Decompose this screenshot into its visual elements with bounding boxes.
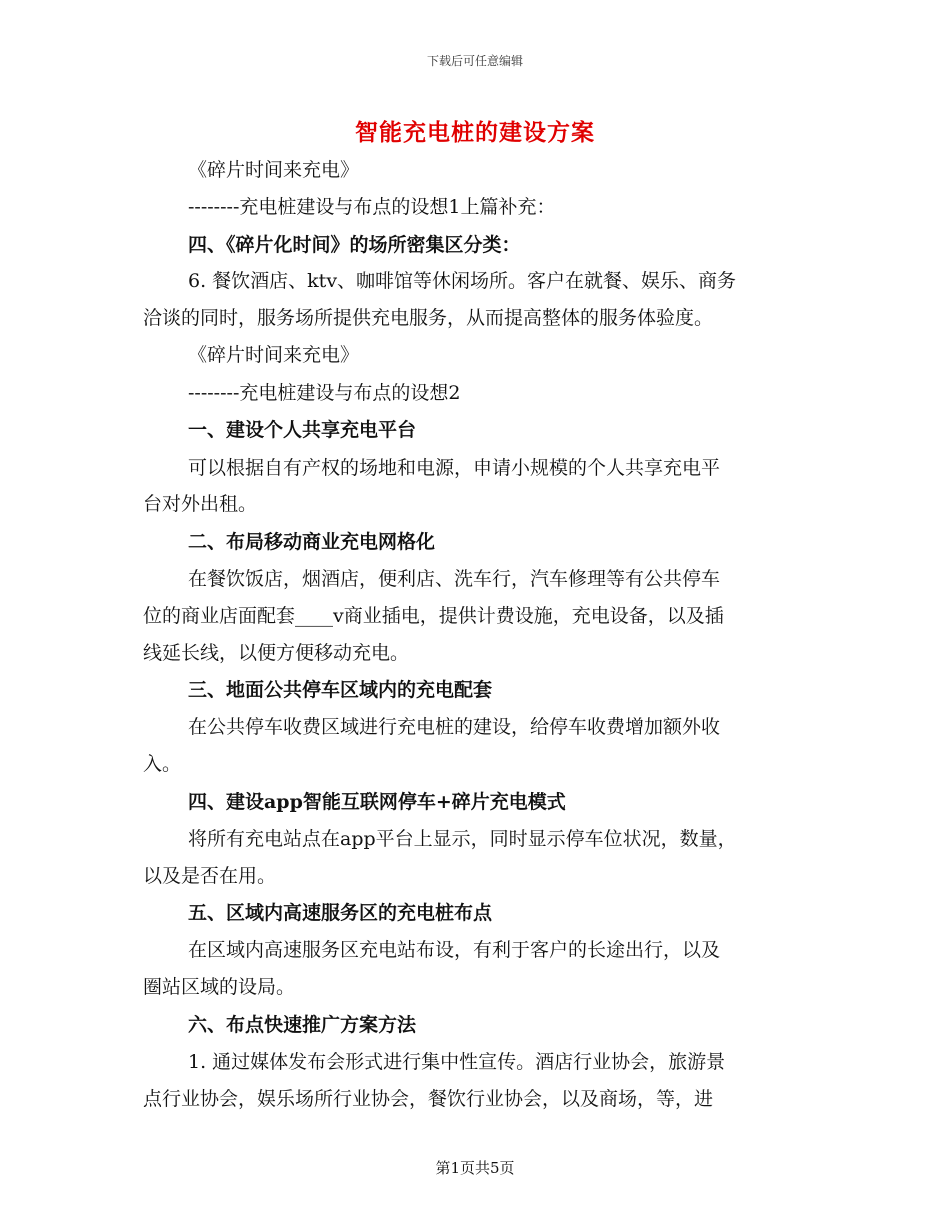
body-line: 在餐饮饭店，烟酒店，便利店、洗车行，汽车修理等有公共停车 bbox=[188, 568, 721, 590]
body-line: 位的商业店面配套____v商业插电，提供计费设施，充电设备，以及插 bbox=[143, 605, 724, 627]
body-line: 在公共停车收费区域进行充电桩的建设，给停车收费增加额外收 bbox=[188, 716, 721, 738]
body-line: 圈站区域的设局。 bbox=[143, 976, 296, 998]
body-line: --------充电桩建设与布点的设想2 bbox=[188, 382, 461, 404]
page-footer: 第1页共5页 bbox=[435, 1159, 515, 1177]
document-title: 智能充电桩的建设方案 bbox=[355, 119, 595, 146]
section-heading: 四、建设app智能互联网停车+碎片充电模式 bbox=[188, 791, 566, 813]
section-heading: 五、区域内高速服务区的充电桩布点 bbox=[188, 902, 493, 924]
section-heading: 四、《碎片化时间》的场所密集区分类： bbox=[188, 234, 521, 256]
body-line: 6. 餐饮酒店、ktv、咖啡馆等休闲场所。客户在就餐、娱乐、商务 bbox=[188, 270, 737, 292]
body-line: --------充电桩建设与布点的设想1上篇补充： bbox=[188, 196, 556, 218]
body-line: 可以根据自有产权的场地和电源，申请小规模的个人共享充电平 bbox=[188, 457, 721, 479]
body-line: 《碎片时间来充电》 bbox=[188, 159, 360, 181]
page-header: 下载后可任意编辑 bbox=[426, 54, 523, 68]
body-line: 入。 bbox=[143, 753, 182, 775]
body-line: 以及是否在用。 bbox=[143, 865, 277, 887]
section-heading: 三、地面公共停车区域内的充电配套 bbox=[188, 679, 493, 701]
body-line: 台对外出租。 bbox=[143, 493, 258, 515]
body-line: 在区域内高速服务区充电站布设，有利于客户的长途出行，以及 bbox=[188, 939, 721, 961]
body-line: 将所有充电站点在app平台上显示，同时显示停车位状况，数量， bbox=[188, 828, 737, 850]
section-heading: 一、建设个人共享充电平台 bbox=[188, 419, 417, 441]
body-line: 洽谈的同时，服务场所提供充电服务，从而提高整体的服务体验度。 bbox=[143, 307, 714, 329]
body-line: 1. 通过媒体发布会形式进行集中性宣传。酒店行业协会，旅游景 bbox=[188, 1051, 726, 1073]
section-heading: 六、布点快速推广方案方法 bbox=[188, 1014, 417, 1036]
body-line: 《碎片时间来充电》 bbox=[188, 344, 360, 366]
body-line: 线延长线，以便方便移动充电。 bbox=[143, 642, 410, 664]
section-heading: 二、布局移动商业充电网格化 bbox=[188, 531, 436, 553]
body-line: 点行业协会，娱乐场所行业协会，餐饮行业协会，以及商场，等，进 bbox=[143, 1088, 714, 1110]
